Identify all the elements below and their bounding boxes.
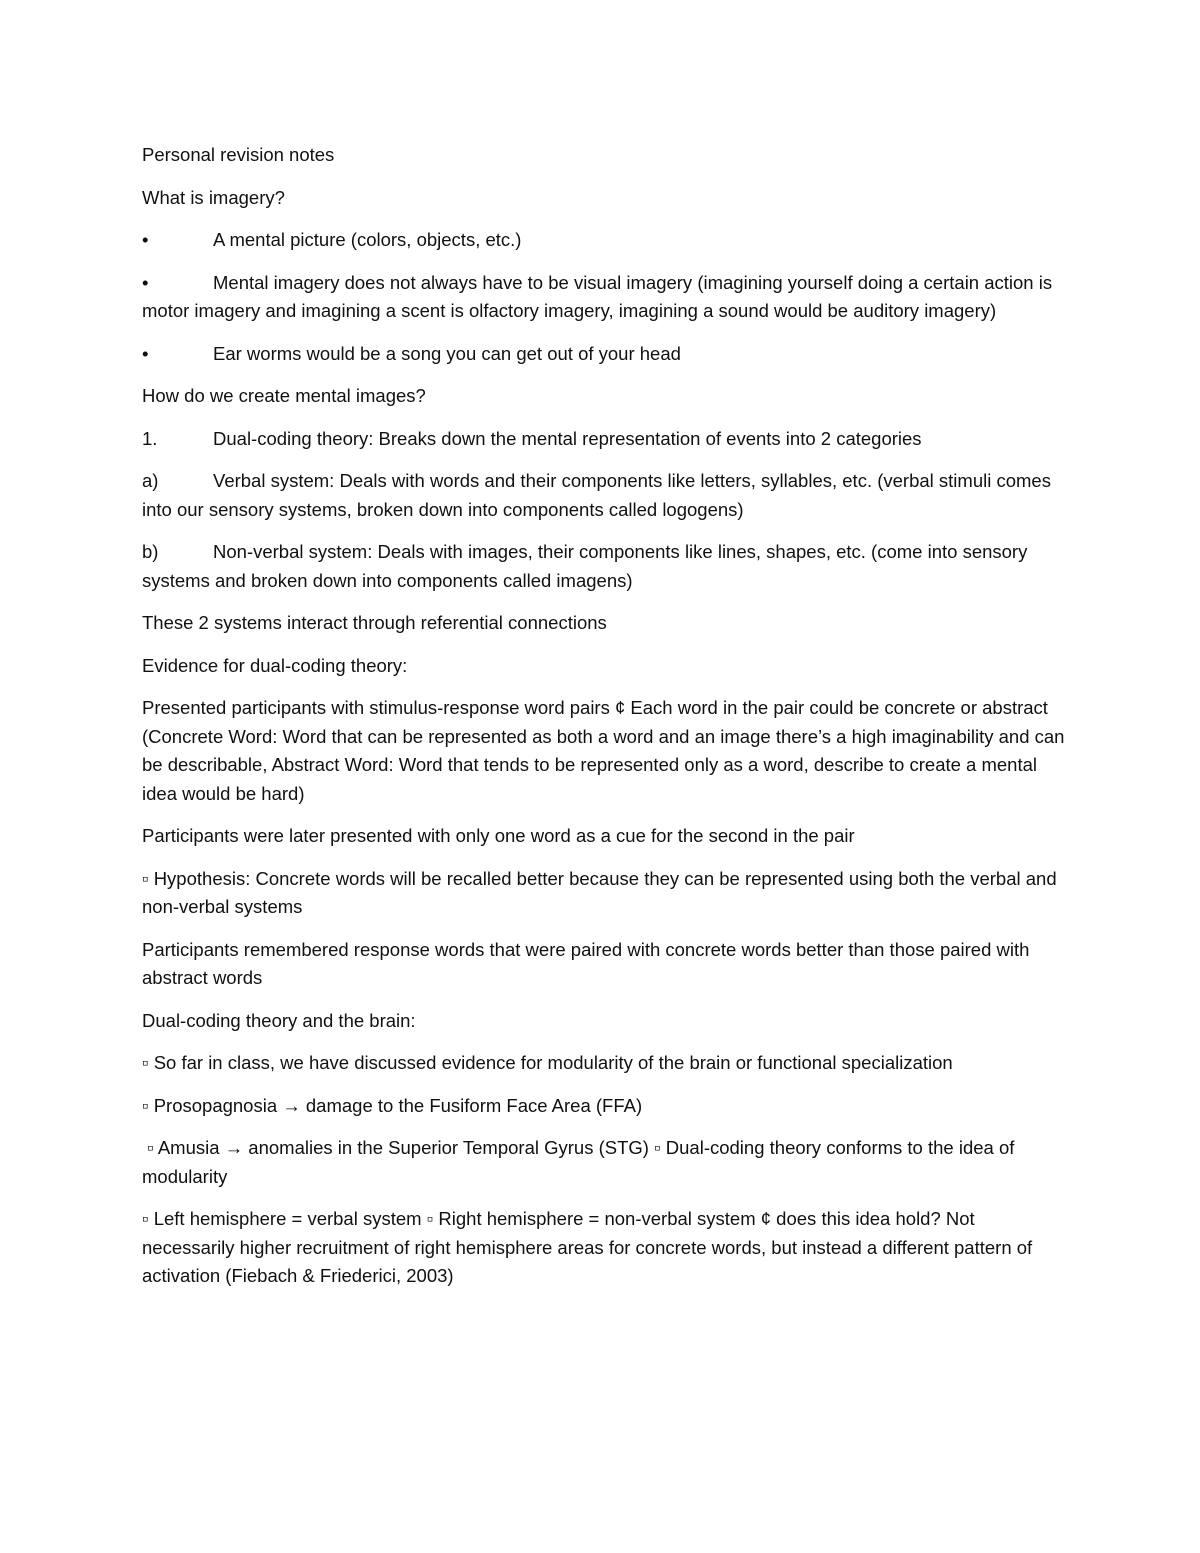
paragraph-amusia: ▫ Amusia → anomalies in the Superior Temporal Gyrus (STG) ▫ Dual-coding theory conforms to the idea of modularity (142, 1137, 1020, 1187)
bullet-item (142, 269, 1067, 326)
bullet-item (142, 226, 1067, 255)
document-title: Personal revision notes (142, 144, 335, 165)
bullet-marker: • (142, 342, 149, 364)
bullet-text: A mental picture (colors, objects, etc.) (213, 229, 522, 250)
bullet-marker: • (142, 271, 149, 293)
heading-brain: Dual-coding theory and the brain: (142, 1009, 416, 1031)
lettered-text: Verbal system: Deals with words and their components like letters, syllables, etc. (verbal stimuli comes into our sensory systems, broken down into components called logogens) (142, 470, 1051, 520)
bullet-item (142, 340, 1067, 369)
paragraph-remembered: Participants remembered response words that were paired with concrete words better than those paired with abstract words (142, 938, 1030, 988)
lettered-item (142, 538, 1067, 595)
paragraph-later: Participants were later presented with only one word as a cue for the second in the pair (142, 825, 855, 846)
heading-create-mental-images: How do we create mental images? (142, 385, 426, 406)
paragraph-presented: Presented participants with stimulus-response word pairs ¢ Each word in the pair could be concrete or abstract (Concrete Word: Word that can be represented as both a word and an image there’s a high imaginability and can be describable, Abstract Word: Word that tends to be represented only as a word, describe to create a mental idea would be hard) (142, 697, 1065, 804)
document-body (142, 141, 1067, 1305)
heading-what-is-imagery: What is imagery? (142, 186, 285, 208)
lettered-text: Non-verbal system: Deals with images, their components like lines, shapes, etc. (come into sensory systems and broken down into components called imagens) (142, 541, 1028, 591)
lettered-item (142, 467, 1067, 524)
numbered-text: Dual-coding theory: Breaks down the mental representation of events into 2 categories (213, 427, 922, 449)
letter-marker: b) (142, 541, 159, 562)
paragraph-interact: These 2 systems interact through referential connections (142, 612, 607, 633)
heading-evidence: Evidence for dual-coding theory: (142, 654, 408, 676)
paragraph-hypothesis: ▫ Hypothesis: Concrete words will be recalled better because they can be represented using both the verbal and non-verbal systems (142, 867, 1057, 917)
bullet-marker: • (142, 229, 149, 250)
number-marker: 1. (142, 427, 158, 449)
paragraph-hemisphere: ▫ Left hemisphere = verbal system ▫ Right hemisphere = non-verbal system ¢ does this idea hold? Not necessarily higher recruitment of right hemisphere areas for concrete words, but instead a different pattern of activation (Fiebach & Friederici, 2003) (142, 1208, 1033, 1286)
numbered-item (142, 425, 1067, 454)
letter-marker: a) (142, 470, 159, 491)
bullet-text: Ear worms would be a song you can get out of your head (213, 342, 681, 364)
paragraph-so-far: ▫ So far in class, we have discussed evidence for modularity of the brain or functional specialization (142, 1052, 953, 1073)
paragraph-prosopagnosia: ▫ Prosopagnosia → damage to the Fusiform Face Area (FFA) (142, 1094, 643, 1116)
bullet-text: Mental imagery does not always have to be visual imagery (imagining yourself doing a certain action is motor imagery and imagining a scent is olfactory imagery, imagining a sound would be auditory imagery) (142, 271, 1053, 321)
